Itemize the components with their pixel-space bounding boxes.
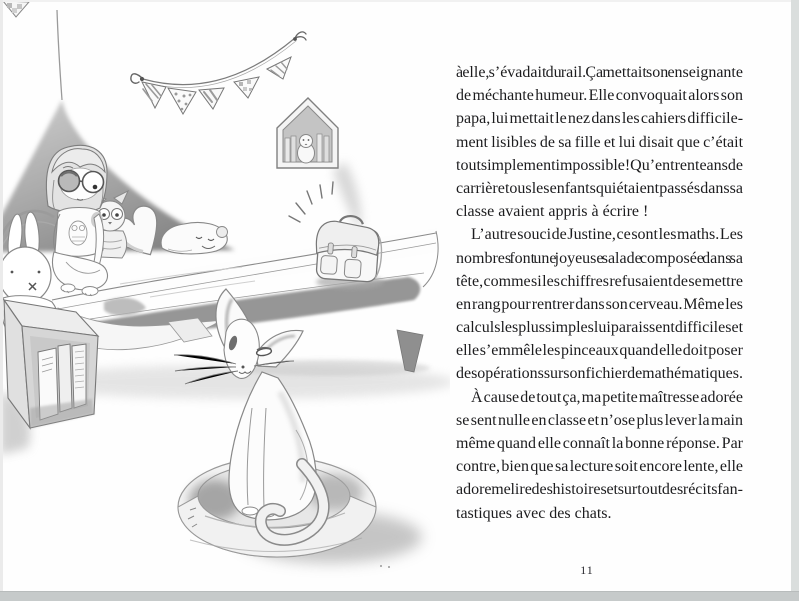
pennant-stripes-1 bbox=[142, 82, 166, 108]
bird-figurine bbox=[298, 135, 315, 164]
photo-edge-bottom bbox=[0, 591, 799, 601]
text-line: se sent nulle en classe et n’ose plus lever la main bbox=[456, 411, 743, 429]
text-line: en rang pour rentrer dans son cerveau. Même les bbox=[456, 295, 744, 313]
pennant-checker bbox=[234, 77, 259, 98]
text-line: papa, lui mettait le nez dans les cahiers difficile- bbox=[456, 110, 744, 128]
pennant-stripes-2 bbox=[199, 88, 224, 109]
photo-edge-left bbox=[0, 0, 3, 592]
corner-flag bbox=[3, 1, 29, 17]
text-line: classe avaient appris à écrire ! bbox=[456, 203, 649, 221]
bunting-garland bbox=[131, 32, 306, 114]
text-line: tout simplement impossible ! Qu’en trente ans de bbox=[456, 156, 743, 174]
text-line: carrière tous les enfants qui étaient passés dans sa bbox=[456, 179, 743, 197]
pennant-stripes-3 bbox=[267, 57, 291, 79]
text-line: elle s’emmêle les pinceaux quand elle doit poser bbox=[456, 342, 743, 360]
text-line: L’autre souci de Justine, ce sont les maths. Les bbox=[471, 226, 744, 244]
text-column bbox=[456, 61, 743, 525]
text-line: des opérations sur son fichier de mathématiques. bbox=[456, 365, 743, 383]
text-line: adore me lire des histoires et surtout des récits fan- bbox=[456, 481, 743, 499]
house-shelf bbox=[277, 98, 361, 232]
text-line: calculs les plus simples lui paraissent difficiles et bbox=[456, 319, 744, 337]
satchel bbox=[289, 182, 384, 289]
text-line: nombres font une joyeuse salade composée dans sa bbox=[456, 249, 744, 267]
text-line: À cause de tout ça, ma petite maîtresse adorée bbox=[471, 388, 743, 406]
sparkle-icon bbox=[289, 182, 333, 222]
text-line: contre, bien que sa lecture soit encore lente, elle bbox=[456, 458, 744, 476]
photo-edge-top bbox=[0, 0, 799, 2]
text-line: tête, comme si les chiffres refusaient de se mettre bbox=[456, 272, 744, 290]
text-line: à elle, s’évadait du rail. Ça mettait son enseignante bbox=[456, 64, 743, 81]
photo-edge-right bbox=[791, 0, 799, 592]
page-number: 11 bbox=[580, 563, 594, 577]
text-line: tastiques avec des chats. bbox=[456, 504, 612, 522]
text-line: même quand elle connaît la bonne réponse. Par bbox=[456, 435, 743, 452]
pennant-dots-1 bbox=[168, 88, 196, 114]
text-line: de méchante humeur. Elle convoquait alors son bbox=[456, 87, 743, 105]
text-line: ment lisibles de sa fille et lui disait que c’était bbox=[456, 133, 744, 151]
